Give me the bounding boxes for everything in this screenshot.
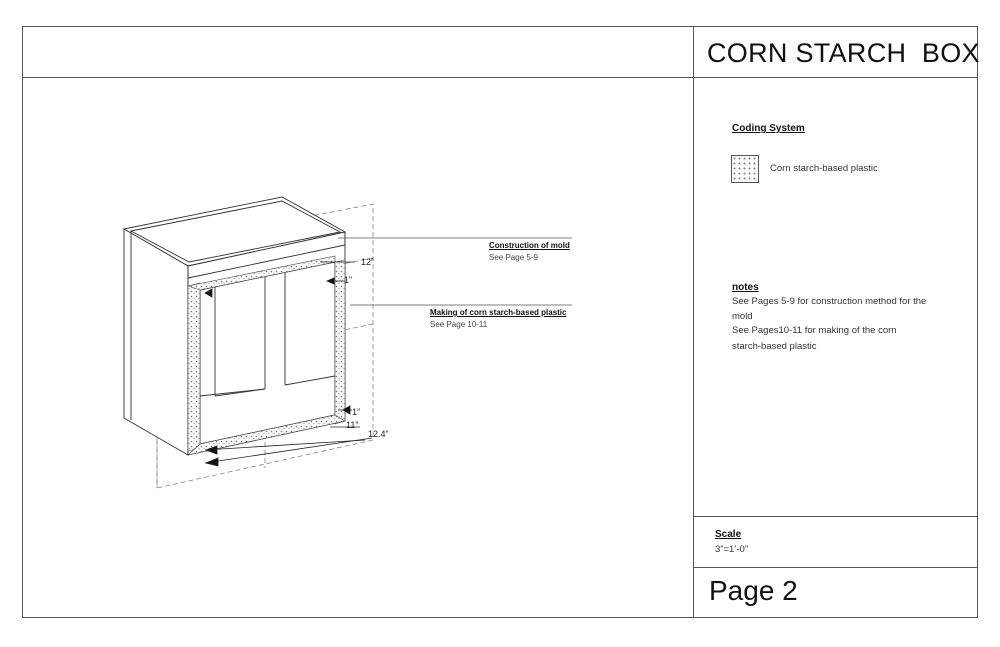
dimension-1in-bottom: 1” — [352, 407, 361, 417]
plastic-callout-ref: See Page 10-11 — [430, 320, 488, 329]
notes-line-1: See Pages 5-9 for construction method for the — [732, 296, 927, 307]
notes-heading: notes — [732, 282, 759, 293]
mold-callout-ref: See Page 5-9 — [489, 253, 538, 262]
plastic-callout-title: Making of corn starch-based plastic — [430, 308, 567, 317]
dimension-12-4in: 12.4” — [368, 429, 389, 439]
dimension-1in-top: 1” — [344, 275, 353, 285]
scale-heading: Scale — [715, 529, 742, 540]
notes-line-2: mold — [732, 311, 753, 322]
notes-line-3: See Pages10-11 for making of the corn — [732, 325, 897, 336]
mold-callout-title: Construction of mold — [489, 241, 570, 250]
drawing-title: CORN STARCH BOX — [707, 38, 980, 68]
dimension-12in: 12” — [361, 257, 375, 267]
dimension-11in: 11” — [346, 420, 359, 430]
box-solid-outline — [124, 197, 345, 455]
coding-legend-label: Corn starch-based plastic — [770, 163, 878, 174]
scale-value: 3”=1’-0” — [715, 544, 748, 555]
page-number: Page 2 — [709, 575, 798, 606]
coding-system-heading: Coding System — [732, 123, 805, 134]
notes-line-4: starch-based plastic — [732, 341, 817, 352]
